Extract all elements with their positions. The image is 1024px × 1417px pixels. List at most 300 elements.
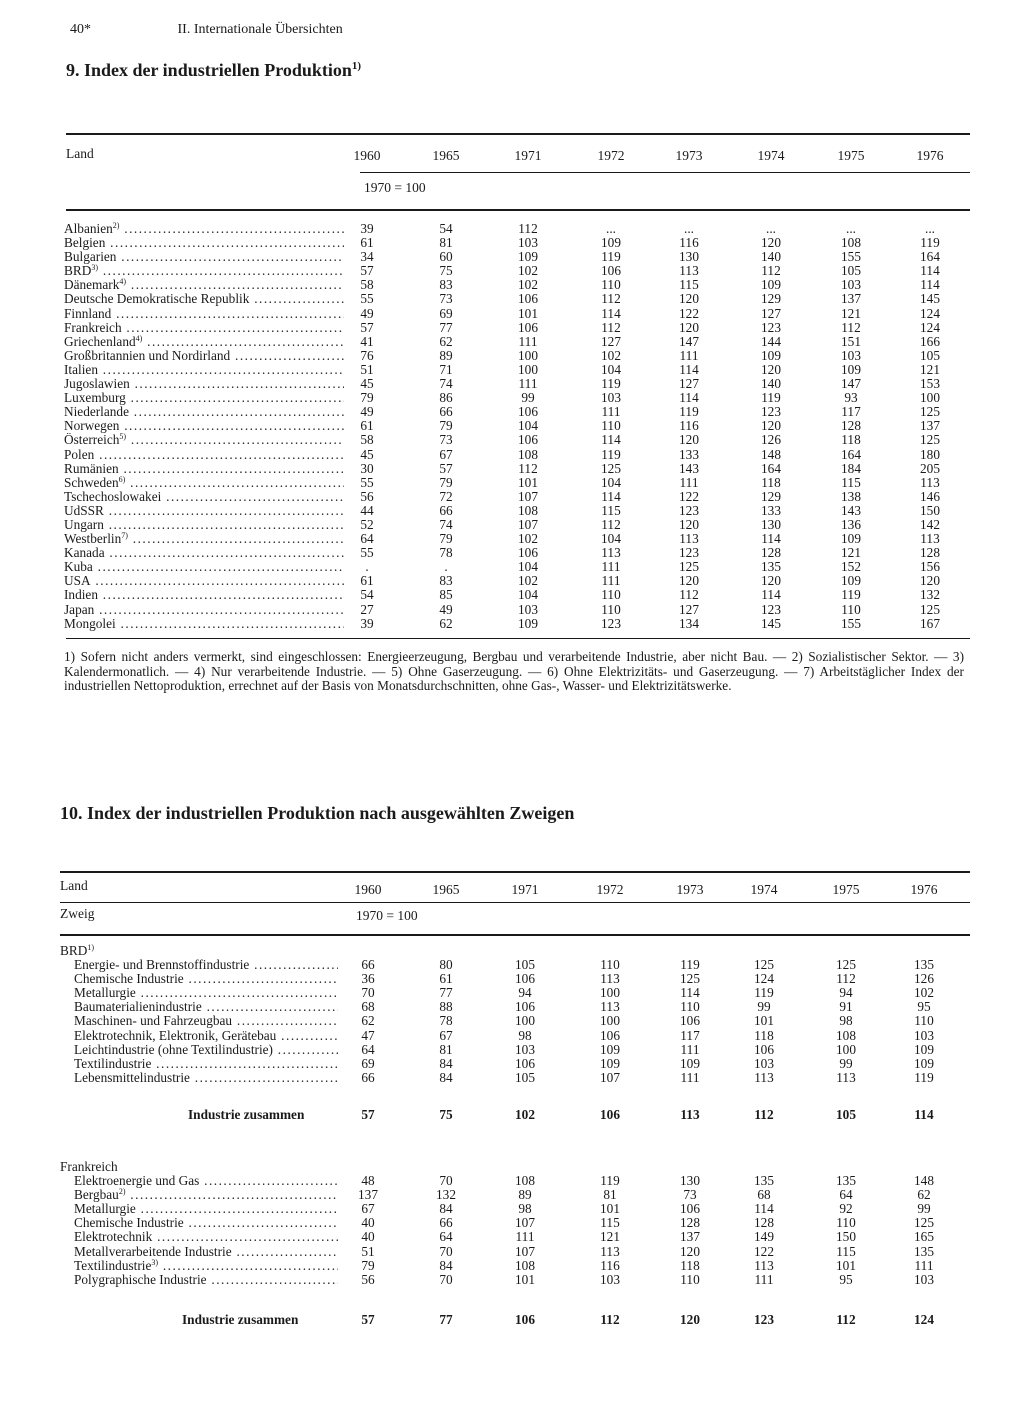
table-row bbox=[64, 377, 984, 391]
year-header-cell: 1972 bbox=[597, 148, 625, 163]
value-cell: 151 bbox=[841, 333, 861, 349]
value-cell: 103 bbox=[601, 390, 621, 406]
value-cell: 165 bbox=[914, 1229, 934, 1245]
row-label-text: Großbritannien und Nordirland bbox=[64, 348, 231, 363]
value-cell: 118 bbox=[680, 1257, 700, 1273]
value-cell: 40 bbox=[361, 1215, 375, 1231]
value-cell: 125 bbox=[920, 432, 940, 448]
value-cell: 98 bbox=[518, 1027, 532, 1043]
value-cell: 123 bbox=[761, 601, 781, 617]
value-cell: 128 bbox=[754, 1215, 774, 1231]
table-row bbox=[60, 1188, 980, 1202]
value-cell: 123 bbox=[679, 545, 699, 561]
value-cell: 111 bbox=[601, 559, 621, 575]
value-cell: 164 bbox=[841, 446, 861, 462]
value-cell: 111 bbox=[601, 404, 621, 420]
value-cell: 99 bbox=[839, 1055, 853, 1071]
value-cell: 135 bbox=[754, 1173, 774, 1189]
value-cell: 64 bbox=[439, 1229, 453, 1245]
table-row bbox=[64, 419, 984, 433]
value-cell: 112 bbox=[601, 516, 621, 532]
value-cell: 83 bbox=[439, 277, 453, 293]
value-cell: 101 bbox=[518, 305, 538, 321]
value-cell: 112 bbox=[600, 1312, 620, 1327]
value-cell: 101 bbox=[600, 1201, 620, 1217]
value-cell: 101 bbox=[836, 1257, 856, 1273]
row-footnote-marker: 3) bbox=[151, 1258, 159, 1267]
value-cell: 137 bbox=[841, 291, 861, 307]
value-cell: 98 bbox=[839, 1013, 853, 1029]
value-cell: 120 bbox=[761, 235, 781, 251]
row-footnote-marker: 2) bbox=[118, 1188, 126, 1197]
group-heading bbox=[60, 1160, 980, 1174]
value-cell: 89 bbox=[439, 347, 453, 363]
row-label bbox=[74, 1000, 338, 1014]
value-cell: 180 bbox=[920, 446, 940, 462]
row-label-text: Polygraphische Industrie bbox=[74, 1272, 207, 1287]
value-cell: 66 bbox=[439, 404, 453, 420]
row-label-text: Dänemark bbox=[64, 278, 120, 293]
table-row bbox=[64, 405, 984, 419]
row-label-text: BRD bbox=[60, 944, 88, 958]
value-cell: 99 bbox=[521, 390, 535, 406]
value-cell: 102 bbox=[515, 1107, 535, 1122]
value-cell: 114 bbox=[601, 488, 621, 504]
value-cell: 105 bbox=[515, 957, 535, 973]
table-row bbox=[64, 236, 984, 250]
value-cell: 150 bbox=[836, 1229, 856, 1245]
value-cell: 112 bbox=[754, 1107, 774, 1122]
value-cell: 107 bbox=[515, 1243, 535, 1259]
value-cell: 124 bbox=[754, 971, 774, 987]
value-cell: 120 bbox=[920, 573, 940, 589]
value-cell: 109 bbox=[518, 615, 538, 631]
table-row bbox=[64, 476, 984, 490]
value-cell: 156 bbox=[920, 559, 940, 575]
value-cell: 106 bbox=[518, 545, 538, 561]
value-cell: 164 bbox=[920, 249, 940, 265]
row-label bbox=[64, 335, 344, 349]
table-row bbox=[64, 433, 984, 447]
value-cell: 116 bbox=[679, 418, 699, 434]
value-cell: 54 bbox=[439, 221, 453, 236]
value-cell: 132 bbox=[920, 587, 940, 603]
row-label bbox=[60, 1160, 118, 1174]
value-cell: 66 bbox=[439, 1215, 453, 1231]
value-cell: 103 bbox=[914, 1271, 934, 1287]
year-header-cell: 1973 bbox=[675, 148, 703, 163]
table10-frankreich-total bbox=[60, 1313, 980, 1327]
table-row bbox=[64, 560, 984, 574]
value-cell: 57 bbox=[439, 460, 453, 476]
value-cell: 44 bbox=[360, 502, 374, 518]
row-label-text: Textilindustrie bbox=[74, 1258, 152, 1273]
value-cell: 58 bbox=[360, 277, 374, 293]
value-cell: 77 bbox=[439, 1312, 453, 1327]
value-cell: 125 bbox=[920, 601, 940, 617]
value-cell: 73 bbox=[439, 432, 453, 448]
value-cell: 155 bbox=[841, 615, 861, 631]
value-cell: 112 bbox=[601, 291, 621, 307]
row-label-text: Chemische Industrie bbox=[74, 972, 184, 987]
value-cell: 74 bbox=[439, 376, 453, 392]
table-row bbox=[64, 292, 984, 306]
table-row bbox=[60, 1273, 980, 1287]
value-cell: . bbox=[365, 559, 369, 575]
table-row bbox=[60, 1057, 980, 1071]
value-cell: 107 bbox=[600, 1069, 620, 1085]
value-cell: 74 bbox=[439, 516, 453, 532]
page-header bbox=[70, 22, 343, 38]
value-cell: 110 bbox=[841, 601, 861, 617]
value-cell: 64 bbox=[360, 531, 374, 547]
year-header-cell: 1971 bbox=[514, 148, 542, 163]
value-cell: 89 bbox=[518, 1187, 532, 1203]
value-cell: 76 bbox=[360, 347, 374, 363]
value-cell: 119 bbox=[600, 1173, 620, 1189]
row-label bbox=[74, 958, 338, 972]
row-label bbox=[188, 1108, 304, 1122]
value-cell: 95 bbox=[839, 1271, 853, 1287]
year-header-cell: 1976 bbox=[916, 148, 944, 163]
table10-land-header: Land bbox=[60, 878, 88, 893]
table9-land-header: Land bbox=[66, 146, 94, 161]
value-cell: 111 bbox=[515, 1229, 535, 1245]
value-cell: ... bbox=[925, 221, 935, 236]
value-cell: 103 bbox=[841, 347, 861, 363]
value-cell: 112 bbox=[841, 319, 861, 335]
value-cell: 155 bbox=[841, 249, 861, 265]
value-cell: 105 bbox=[920, 347, 940, 363]
value-cell: 110 bbox=[601, 277, 621, 293]
value-cell: 48 bbox=[361, 1173, 375, 1189]
value-cell: 120 bbox=[680, 1312, 700, 1327]
value-cell: 109 bbox=[841, 573, 861, 589]
value-cell: 73 bbox=[683, 1187, 697, 1203]
row-label bbox=[74, 1216, 338, 1230]
table-row bbox=[60, 1014, 980, 1028]
value-cell: 84 bbox=[439, 1069, 453, 1085]
value-cell: 120 bbox=[761, 361, 781, 377]
value-cell: 127 bbox=[679, 601, 699, 617]
row-label bbox=[74, 1043, 338, 1057]
value-cell: 61 bbox=[360, 418, 374, 434]
value-cell: 132 bbox=[436, 1187, 456, 1203]
table10-brd-total bbox=[60, 1108, 980, 1122]
value-cell: 120 bbox=[679, 516, 699, 532]
value-cell: 110 bbox=[914, 1013, 934, 1029]
value-cell: 55 bbox=[360, 291, 374, 307]
value-cell: 121 bbox=[841, 545, 861, 561]
value-cell: 40 bbox=[361, 1229, 375, 1245]
value-cell: 103 bbox=[515, 1041, 535, 1057]
table-row bbox=[64, 518, 984, 532]
row-label-text: Luxemburg bbox=[64, 391, 126, 406]
row-label bbox=[74, 972, 338, 986]
year-header-cell: 1972 bbox=[596, 882, 624, 897]
value-cell: 112 bbox=[518, 460, 538, 476]
table-row bbox=[64, 504, 984, 518]
value-cell: 113 bbox=[836, 1069, 856, 1085]
value-cell: 102 bbox=[914, 985, 934, 1001]
value-cell: 84 bbox=[439, 1257, 453, 1273]
value-cell: 79 bbox=[439, 474, 453, 490]
row-label bbox=[74, 1014, 338, 1028]
year-header-cell: 1973 bbox=[676, 882, 704, 897]
row-label-text: Jugoslawien bbox=[64, 377, 130, 392]
value-cell: 69 bbox=[361, 1055, 375, 1071]
value-cell: 109 bbox=[518, 249, 538, 265]
value-cell: 106 bbox=[680, 1013, 700, 1029]
value-cell: 112 bbox=[601, 319, 621, 335]
value-cell: 107 bbox=[515, 1215, 535, 1231]
value-cell: 67 bbox=[439, 1027, 453, 1043]
value-cell: 122 bbox=[679, 305, 699, 321]
value-cell: 133 bbox=[761, 502, 781, 518]
table-row bbox=[64, 490, 984, 504]
value-cell: 128 bbox=[920, 545, 940, 561]
row-label bbox=[64, 532, 344, 546]
value-cell: 166 bbox=[920, 333, 940, 349]
value-cell: 61 bbox=[360, 573, 374, 589]
value-cell: 113 bbox=[600, 999, 620, 1015]
value-cell: 67 bbox=[439, 446, 453, 462]
value-cell: 104 bbox=[518, 559, 538, 575]
value-cell: 102 bbox=[518, 277, 538, 293]
value-cell: 126 bbox=[914, 971, 934, 987]
value-cell: 147 bbox=[679, 333, 699, 349]
value-cell: 123 bbox=[679, 502, 699, 518]
row-label bbox=[64, 377, 344, 391]
value-cell: 119 bbox=[841, 587, 861, 603]
row-label bbox=[74, 1071, 338, 1085]
row-label-text: Indien bbox=[64, 588, 98, 603]
value-cell: 119 bbox=[680, 957, 700, 973]
value-cell: 112 bbox=[836, 1312, 856, 1327]
value-cell: 47 bbox=[361, 1027, 375, 1043]
row-label-text: Mongolei bbox=[64, 616, 116, 631]
value-cell: 100 bbox=[518, 347, 538, 363]
row-label-text: Frankreich bbox=[64, 320, 122, 335]
value-cell: 137 bbox=[358, 1187, 378, 1203]
row-footnote-marker: 4) bbox=[135, 334, 143, 343]
value-cell: 113 bbox=[920, 531, 940, 547]
value-cell: 81 bbox=[439, 235, 453, 251]
row-label-text: Italien bbox=[64, 362, 98, 377]
value-cell: 120 bbox=[679, 432, 699, 448]
value-cell: 79 bbox=[439, 531, 453, 547]
total-row bbox=[60, 1313, 980, 1327]
value-cell: 106 bbox=[518, 432, 538, 448]
table-row bbox=[60, 1245, 980, 1259]
value-cell: 84 bbox=[439, 1201, 453, 1217]
value-cell: 120 bbox=[679, 291, 699, 307]
table10-base-note: 1970 = 100 bbox=[356, 908, 418, 923]
value-cell: 109 bbox=[841, 531, 861, 547]
value-cell: 123 bbox=[601, 615, 621, 631]
value-cell: 129 bbox=[761, 291, 781, 307]
value-cell: 95 bbox=[917, 999, 931, 1015]
row-label-text: Österreich bbox=[64, 433, 120, 448]
value-cell: 62 bbox=[361, 1013, 375, 1029]
row-footnote-marker: 2) bbox=[112, 222, 120, 230]
value-cell: 36 bbox=[361, 971, 375, 987]
value-cell: 125 bbox=[754, 957, 774, 973]
value-cell: 120 bbox=[679, 573, 699, 589]
value-cell: 121 bbox=[920, 361, 940, 377]
value-cell: 129 bbox=[761, 488, 781, 504]
value-cell: 55 bbox=[360, 474, 374, 490]
value-cell: 66 bbox=[439, 502, 453, 518]
row-label bbox=[64, 603, 344, 617]
table-row bbox=[64, 462, 984, 476]
table-row bbox=[64, 391, 984, 405]
value-cell: 101 bbox=[515, 1271, 535, 1287]
row-label bbox=[64, 448, 344, 462]
value-cell: 119 bbox=[601, 376, 621, 392]
value-cell: 99 bbox=[757, 999, 771, 1015]
value-cell: 122 bbox=[754, 1243, 774, 1259]
value-cell: 106 bbox=[680, 1201, 700, 1217]
row-label bbox=[64, 419, 344, 433]
value-cell: 135 bbox=[914, 957, 934, 973]
table9-mid-rule bbox=[360, 172, 970, 173]
value-cell: 108 bbox=[515, 1257, 535, 1273]
year-header-cell: 1960 bbox=[353, 148, 381, 163]
value-cell: 110 bbox=[680, 1271, 700, 1287]
row-label bbox=[74, 1230, 338, 1244]
value-cell: 111 bbox=[679, 474, 699, 490]
value-cell: 148 bbox=[761, 446, 781, 462]
value-cell: 55 bbox=[360, 545, 374, 561]
value-cell: 60 bbox=[439, 249, 453, 265]
value-cell: 119 bbox=[679, 404, 699, 420]
value-cell: 49 bbox=[360, 404, 374, 420]
row-label bbox=[74, 1057, 338, 1071]
row-label bbox=[64, 307, 344, 321]
value-cell: 111 bbox=[754, 1271, 774, 1287]
value-cell: 126 bbox=[761, 432, 781, 448]
value-cell: 64 bbox=[361, 1041, 375, 1057]
value-cell: 79 bbox=[360, 390, 374, 406]
value-cell: 79 bbox=[361, 1257, 375, 1273]
year-header-cell: 1965 bbox=[432, 882, 460, 897]
value-cell: 130 bbox=[680, 1173, 700, 1189]
value-cell: 110 bbox=[601, 587, 621, 603]
value-cell: 114 bbox=[761, 531, 781, 547]
row-label bbox=[64, 518, 344, 532]
value-cell: 86 bbox=[439, 390, 453, 406]
value-cell: 106 bbox=[754, 1041, 774, 1057]
year-header-cell: 1974 bbox=[750, 882, 778, 897]
value-cell: 140 bbox=[761, 376, 781, 392]
value-cell: 69 bbox=[439, 305, 453, 321]
row-label-text: Kanada bbox=[64, 546, 105, 561]
value-cell: 61 bbox=[360, 235, 374, 251]
value-cell: 105 bbox=[836, 1107, 856, 1122]
row-label-text: Baumaterialienindustrie bbox=[74, 1000, 202, 1015]
row-label bbox=[64, 363, 344, 377]
table10-title: 10. Index der industriellen Produktion nach ausgewählten Zweigen bbox=[60, 803, 575, 823]
value-cell: 104 bbox=[518, 587, 538, 603]
row-label bbox=[64, 292, 344, 306]
value-cell: 119 bbox=[601, 446, 621, 462]
table10-zweig-header: Zweig bbox=[60, 906, 95, 921]
row-label bbox=[64, 405, 344, 419]
year-header-cell: 1960 bbox=[354, 882, 382, 897]
value-cell: 106 bbox=[600, 1027, 620, 1043]
value-cell: 120 bbox=[761, 418, 781, 434]
value-cell: 106 bbox=[601, 263, 621, 279]
value-cell: 137 bbox=[920, 418, 940, 434]
table-row bbox=[60, 986, 980, 1000]
value-cell: 149 bbox=[754, 1229, 774, 1245]
table9-title-footnote: 1) bbox=[351, 60, 362, 72]
table-row bbox=[64, 222, 984, 236]
value-cell: 70 bbox=[439, 1271, 453, 1287]
row-label bbox=[64, 546, 344, 560]
table-row bbox=[64, 546, 984, 560]
value-cell: 112 bbox=[518, 221, 538, 236]
value-cell: 100 bbox=[600, 985, 620, 1001]
value-cell: 109 bbox=[841, 361, 861, 377]
value-cell: 66 bbox=[361, 1069, 375, 1085]
value-cell: 114 bbox=[920, 263, 940, 279]
value-cell: . bbox=[444, 559, 448, 575]
row-label bbox=[64, 264, 344, 278]
value-cell: 101 bbox=[754, 1013, 774, 1029]
value-cell: 167 bbox=[920, 615, 940, 631]
value-cell: 116 bbox=[679, 235, 699, 251]
table-row bbox=[60, 1230, 980, 1244]
value-cell: 144 bbox=[761, 333, 781, 349]
table-row bbox=[64, 349, 984, 363]
value-cell: 54 bbox=[360, 587, 374, 603]
value-cell: 124 bbox=[920, 305, 940, 321]
value-cell: 125 bbox=[836, 957, 856, 973]
value-cell: 116 bbox=[600, 1257, 620, 1273]
row-label-text: Belgien bbox=[64, 236, 106, 251]
value-cell: 30 bbox=[360, 460, 374, 476]
value-cell: 111 bbox=[601, 573, 621, 589]
year-header-cell: 1974 bbox=[757, 148, 785, 163]
row-footnote-marker: 5) bbox=[119, 433, 127, 442]
row-label-text: UdSSR bbox=[64, 503, 104, 518]
value-cell: 51 bbox=[361, 1243, 375, 1259]
value-cell: 104 bbox=[601, 531, 621, 547]
row-label-text: Elektrotechnik, Elektronik, Gerätebau bbox=[74, 1028, 277, 1043]
row-label bbox=[64, 236, 344, 250]
row-label-text: Westberlin bbox=[64, 532, 122, 547]
row-label-text: Bulgarien bbox=[64, 250, 117, 265]
value-cell: 106 bbox=[600, 1107, 620, 1122]
value-cell: 98 bbox=[518, 1201, 532, 1217]
value-cell: 119 bbox=[761, 390, 781, 406]
row-label bbox=[74, 986, 338, 1000]
value-cell: 109 bbox=[761, 277, 781, 293]
value-cell: 109 bbox=[761, 347, 781, 363]
value-cell: 57 bbox=[361, 1312, 375, 1327]
value-cell: 115 bbox=[600, 1215, 620, 1231]
value-cell: 113 bbox=[754, 1069, 774, 1085]
table-row bbox=[60, 958, 980, 972]
value-cell: 111 bbox=[914, 1257, 934, 1273]
group-heading bbox=[60, 944, 980, 958]
value-cell: 125 bbox=[680, 971, 700, 987]
value-cell: ... bbox=[846, 221, 856, 236]
value-cell: 64 bbox=[839, 1187, 853, 1203]
value-cell: 91 bbox=[839, 999, 853, 1015]
